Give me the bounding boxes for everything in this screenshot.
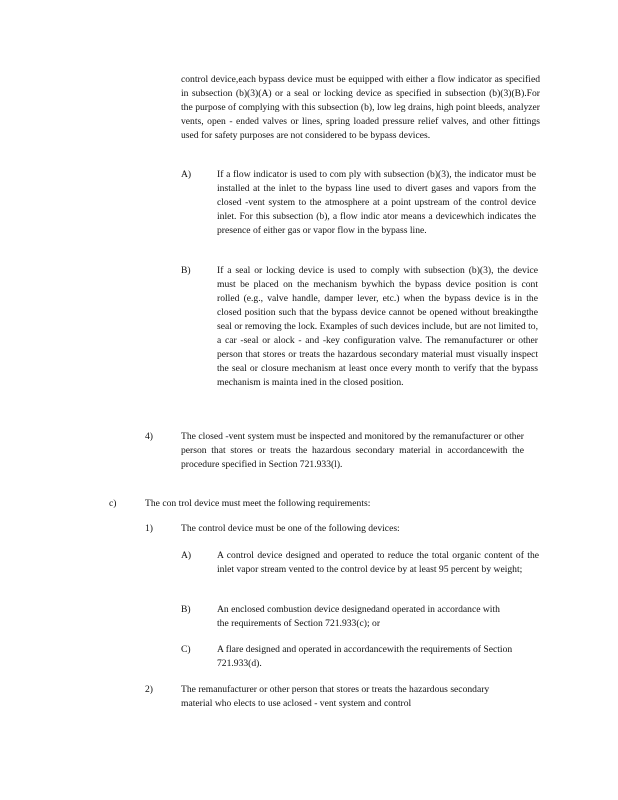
item-a-label: A) xyxy=(181,169,192,180)
item-c1-text: The control device must be one of the following devices: xyxy=(181,523,400,534)
item-a-text: If a flow indicator is used to com ply with subsection (b)(3), the indicator must be installed at the inlet to the bypass line used to divert gases and vapors from the closed -vent system to the atmosphere at a point upstream of the control device inlet. For this subsection (b), a flow indic ator means a devicewhich indicates the presence of either gas or vapor flow in the bypass line. xyxy=(217,169,536,236)
item-c-label: c) xyxy=(109,498,117,509)
item-b-text: If a seal or locking device is used to comply with subsection (b)(3), the device must be placed on the mechanism bywhich the bypass device position is cont rolled (e.g., valve handle, damper lever, etc.) when the bypass device is in the closed position such that the bypass device cannot be opened without breakingthe seal or removing the lock. Examples of such devices include, but are not limited to, a car -seal or alock - and -key configuration valve. The remanufacturer or other person that stores or treats the hazardous secondary material must visually inspect the seal or closure mechanism at least once every month to verify that the bypass mechanism is mainta ined in the closed position. xyxy=(217,265,538,388)
item-c1-label: 1) xyxy=(145,523,153,534)
item-c1b-text: An enclosed combustion device designedand operated in accordance with the requirements of Section 721.933(c); or xyxy=(217,604,500,629)
item-c1a-label: A) xyxy=(181,550,192,561)
item-4-label: 4) xyxy=(145,431,153,442)
item-4-text: The closed -vent system must be inspected and monitored by the remanufacturer or other person that stores or treats the hazardous secondary material in accordancewith the procedure specified in Section 721.933(l). xyxy=(181,431,524,470)
item-b-label: B) xyxy=(181,265,191,276)
item-c1c-label: C) xyxy=(181,644,191,655)
item-c1c-text: A flare designed and operated in accordancewith the requirements of Section 721.933(d). xyxy=(217,644,513,669)
item-c2-label: 2) xyxy=(145,684,153,695)
item-c1b-label: B) xyxy=(181,604,191,615)
item-c-text: The con trol device must meet the following requirements: xyxy=(145,498,371,509)
item-c2-text: The remanufacturer or other person that stores or treats the hazardous secondary material who elects to use aclosed - vent system and control xyxy=(181,684,490,709)
item-c1a-text: A control device designed and operated to reduce the total organic content of the inlet vapor stream vented to the control device by at least 95 percent by weight; xyxy=(217,550,539,575)
intro-paragraph: control device,each bypass device must be equipped with either a flow indicator as specified in subsection (b)(3)(A) or a seal or locking device as specified in subsection (b)(3)(B).For the purpose of complying with this subsection (b), low leg drains, high point bleeds, analyzer vents, open - ended valves or lines, spring loaded pressure relief valves, and other fittings used for safety purposes are not considered to be bypass devices. xyxy=(181,74,540,141)
